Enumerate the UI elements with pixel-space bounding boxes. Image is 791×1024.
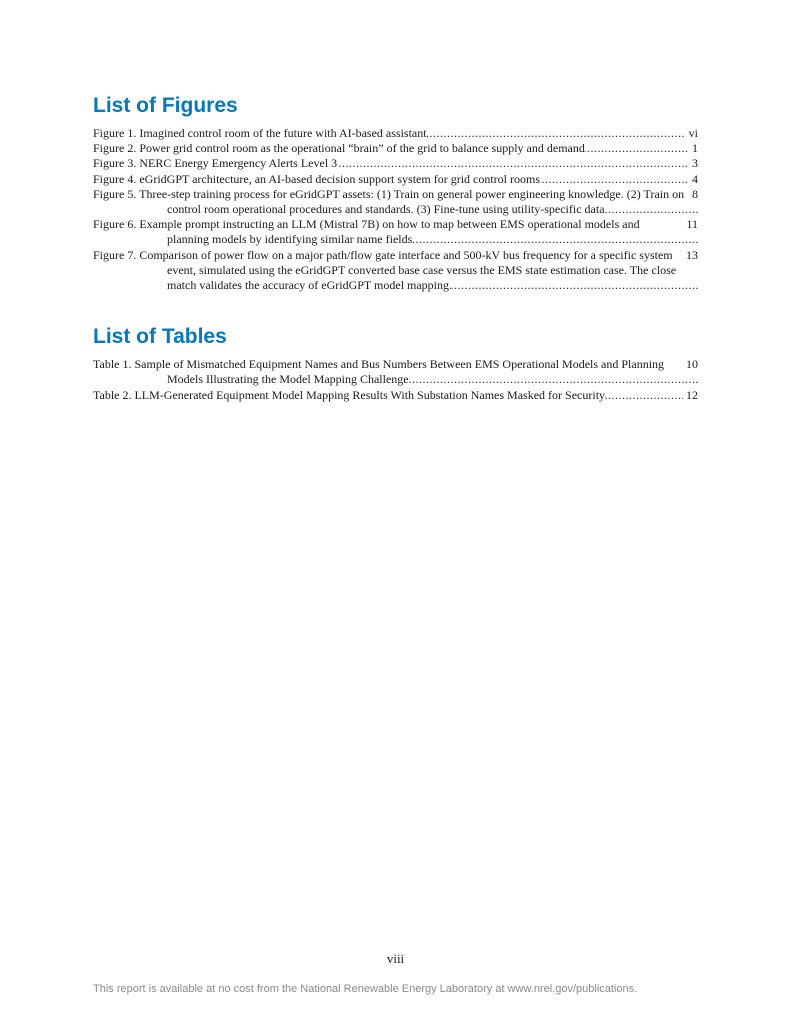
figures-list	[93, 126, 698, 293]
figure-entry-7[interactable]	[93, 248, 698, 294]
figure-entry-5[interactable]	[93, 187, 698, 217]
figure-2-page: 1	[689, 141, 698, 156]
figure-entry-6[interactable]	[93, 217, 698, 247]
figure-7-caption: Figure 7. Comparison of power flow on a major path/flow gate interface and 500-kV bus frequency for a specific system event, simulated using the eGridGPT converted base case versus the EMS state estimation case. The close match validates the accuracy of eGridGPT model mapping.	[93, 247, 677, 293]
footer-availability-note: This report is available at no cost from the National Renewable Energy Laboratory at www.nrel.gov/publications.	[93, 983, 638, 995]
page-number: viii	[386, 951, 405, 966]
figure-5-page: 8	[689, 187, 698, 202]
table-entry-1[interactable]	[93, 357, 698, 387]
figure-6-caption: Figure 6. Example prompt instructing an LLM (Mistral 7B) on how to map between EMS operational models and planning models by identifying similar name fields	[93, 217, 640, 247]
page-content	[93, 92, 698, 403]
table-2-caption: Table 2. LLM-Generated Equipment Model Mapping Results With Substation Names Masked for Security	[93, 387, 606, 402]
table-2-page: 12	[683, 388, 698, 403]
list-of-figures-heading: List of Figures	[93, 94, 238, 117]
list-of-tables-section	[93, 323, 698, 403]
figure-4-page: 4	[689, 172, 698, 187]
figure-6-page: 11	[683, 217, 698, 232]
figure-5-caption: Figure 5. Three-step training process for eGridGPT assets: (1) Train on general power engineering knowledge. (2) Train on control room operational procedures and standards. (3) Fine-tune using utility-specific data	[93, 186, 685, 217]
figure-entry-2[interactable]	[93, 141, 698, 156]
figure-entry-1[interactable]	[93, 126, 698, 141]
figure-3-page: 3	[689, 156, 698, 171]
table-1-page: 10	[683, 357, 698, 372]
figure-1-page: vi	[686, 126, 698, 141]
figure-1-caption: Figure 1. Imagined control room of the future with AI-based assistant	[93, 126, 427, 140]
table-entry-2[interactable]	[93, 388, 698, 403]
table-1-caption: Table 1. Sample of Mismatched Equipment Names and Bus Numbers Between EMS Operational Models and Planning Models Illustrating the Model Mapping Challenge	[93, 357, 665, 387]
figure-7-page: 13	[683, 248, 698, 263]
figure-2-caption: Figure 2. Power grid control room as the operational “brain” of the grid to balance supply and demand	[93, 141, 585, 156]
figure-entry-4[interactable]	[93, 172, 698, 187]
list-of-tables-heading: List of Tables	[93, 325, 227, 349]
figure-4-caption: Figure 4. eGridGPT architecture, an AI-based decision support system for grid control rooms	[93, 171, 541, 186]
figure-3-caption: Figure 3. NERC Energy Emergency Alerts Level 3	[93, 156, 338, 171]
list-of-figures-section	[93, 92, 698, 293]
figure-entry-3[interactable]	[93, 156, 698, 171]
tables-list	[93, 357, 698, 403]
